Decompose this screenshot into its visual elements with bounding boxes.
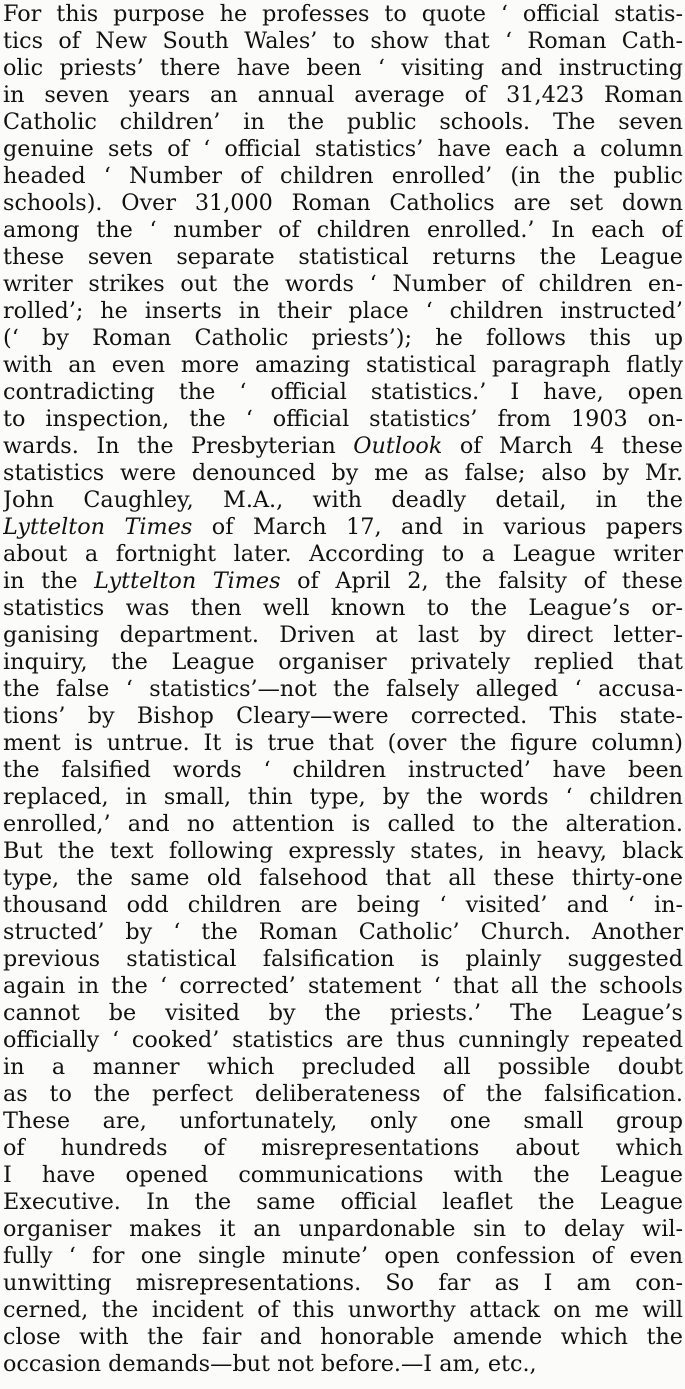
text-segment: as to the perfect deliberateness of the falsification. [3,1081,683,1107]
text-line [3,1270,683,1297]
text-segment: I have opened communications with the League [3,1162,683,1188]
text-segment: with an even more amazing statistical paragraph flatly [3,352,683,378]
text-segment: But the text following expressly states, in heavy, black [3,838,683,864]
text-line [3,190,683,217]
text-line [3,352,683,379]
text-line [3,1297,683,1324]
text-line [3,730,683,757]
text-line [3,28,683,55]
text-segment: cerned, the incident of this unworthy attack on me will [3,1297,683,1323]
text-segment: these seven separate statistical returns the League [3,244,683,270]
text-segment: occasion demands—but not before.—I am, etc., [3,1351,537,1377]
text-segment: again in the ‘ corrected’ statement ‘ that all the schools [3,973,683,999]
text-segment: to inspection, the ‘ official statistics’ from 1903 on- [3,406,683,432]
text-line [3,973,683,1000]
text-segment: statistics was then well known to the League’s or- [3,595,683,621]
text-line [3,271,683,298]
text-line [3,1162,683,1189]
text-segment: about a fortnight later. According to a League writer [3,541,683,567]
text-segment: inquiry, the League organiser privately replied that [3,649,683,675]
text-segment: contradicting the ‘ official statistics.’ I have, open [3,379,683,405]
text-segment: structed’ by ‘ the Roman Catholic’ Church. Another [3,919,683,945]
text-line [3,703,683,730]
text-line [3,460,683,487]
text-segment: of March 17, and in various papers [192,514,683,540]
text-segment: replaced, in small, thin type, by the words ‘ children [3,784,683,810]
text-segment: of April 2, the falsity of these [280,568,683,594]
text-segment: tions’ by Bishop Cleary—were corrected. This state- [3,703,683,729]
italic-title: Outlook [353,433,443,459]
text-segment: John Caughley, M.A., with deadly detail, in the [3,487,683,513]
text-segment: among the ‘ number of children enrolled.’ In each of [3,217,683,243]
text-line [3,595,683,622]
text-line [3,1000,683,1027]
text-line [3,406,683,433]
text-segment: in the [3,568,95,594]
text-segment: the falsified words ‘ children instructed’ have been [3,757,683,783]
text-line [3,622,683,649]
text-line [3,946,683,973]
text-segment: ganising department. Driven at last by direct letter- [3,622,683,648]
text-line [3,1189,683,1216]
text-segment: rolled’; he inserts in their place ‘ children instructed’ [3,298,683,324]
text-line [3,217,683,244]
text-line [3,433,683,460]
text-line [3,325,683,352]
text-segment: unwitting misrepresentations. So far as I am con- [3,1270,683,1296]
text-segment: schools). Over 31,000 Roman Catholics are set down [3,190,683,216]
text-segment: statistics were denounced by me as false; also by Mr. [3,460,683,486]
text-line [3,838,683,865]
text-line [3,568,683,595]
text-segment: in a manner which precluded all possible doubt [3,1054,683,1080]
text-segment: headed ‘ Number of children enrolled’ (in the public [3,163,683,189]
text-segment: For this purpose he professes to quote ‘ official statis- [3,1,683,27]
italic-title: Lyttelton Times [94,568,281,594]
text-line [3,1243,683,1270]
text-line [3,757,683,784]
text-line [3,55,683,82]
text-line [3,298,683,325]
italic-title: Lyttelton Times [3,514,193,540]
text-segment: of March 4 these [442,433,683,459]
text-segment: type, the same old falsehood that all these thirty-one [3,865,683,891]
text-segment: officially ‘ cooked’ statistics are thus cunningly repeated [3,1027,683,1053]
text-line [3,541,683,568]
text-line [3,919,683,946]
text-line [3,811,683,838]
text-line [3,82,683,109]
text-segment: close with the fair and honorable amende which the [3,1324,683,1350]
text-line [3,163,683,190]
text-line [3,1054,683,1081]
text-segment: wards. In the Presbyterian [3,433,354,459]
text-line [3,1351,683,1378]
text-line [3,1,683,28]
text-line [3,1027,683,1054]
text-segment: fully ‘ for one single minute’ open confession of even [3,1243,683,1269]
text-line [3,649,683,676]
text-line [3,244,683,271]
text-line [3,784,683,811]
text-segment: previous statistical falsification is plainly suggested [3,946,683,972]
article-text-column [3,1,683,1378]
text-segment: olic priests’ there have been ‘ visiting and instructing [3,55,683,81]
text-line [3,487,683,514]
text-line [3,1216,683,1243]
text-segment: genuine sets of ‘ official statistics’ have each a column [3,136,683,162]
text-line [3,379,683,406]
text-segment: thousand odd children are being ‘ visited’ and ‘ in- [3,892,683,918]
text-segment: Executive. In the same official leaflet the League [3,1189,683,1215]
text-segment: Catholic children’ in the public schools. The seven [3,109,683,135]
text-line [3,1324,683,1351]
text-segment: tics of New South Wales’ to show that ‘ Roman Cath- [3,28,683,54]
text-segment: organiser makes it an unpardonable sin to delay wil- [3,1216,683,1242]
text-line [3,1081,683,1108]
text-line [3,1135,683,1162]
text-segment: enrolled,’ and no attention is called to the alteration. [3,811,683,837]
text-line [3,109,683,136]
text-segment: (‘ by Roman Catholic priests’); he follows this up [3,325,683,351]
text-segment: the false ‘ statistics’—not the falsely alleged ‘ accusa- [3,676,683,702]
text-segment: ment is untrue. It is true that (over the figure column) [3,730,683,756]
text-line [3,865,683,892]
text-line [3,514,683,541]
text-line [3,892,683,919]
text-segment: of hundreds of misrepresentations about which [3,1135,683,1161]
text-segment: These are, unfortunately, only one small group [3,1108,683,1134]
text-segment: writer strikes out the words ‘ Number of children en- [3,271,683,297]
text-line [3,136,683,163]
text-line [3,1108,683,1135]
text-segment: cannot be visited by the priests.’ The League’s [3,1000,683,1026]
text-line [3,676,683,703]
text-segment: in seven years an annual average of 31,423 Roman [3,82,683,108]
